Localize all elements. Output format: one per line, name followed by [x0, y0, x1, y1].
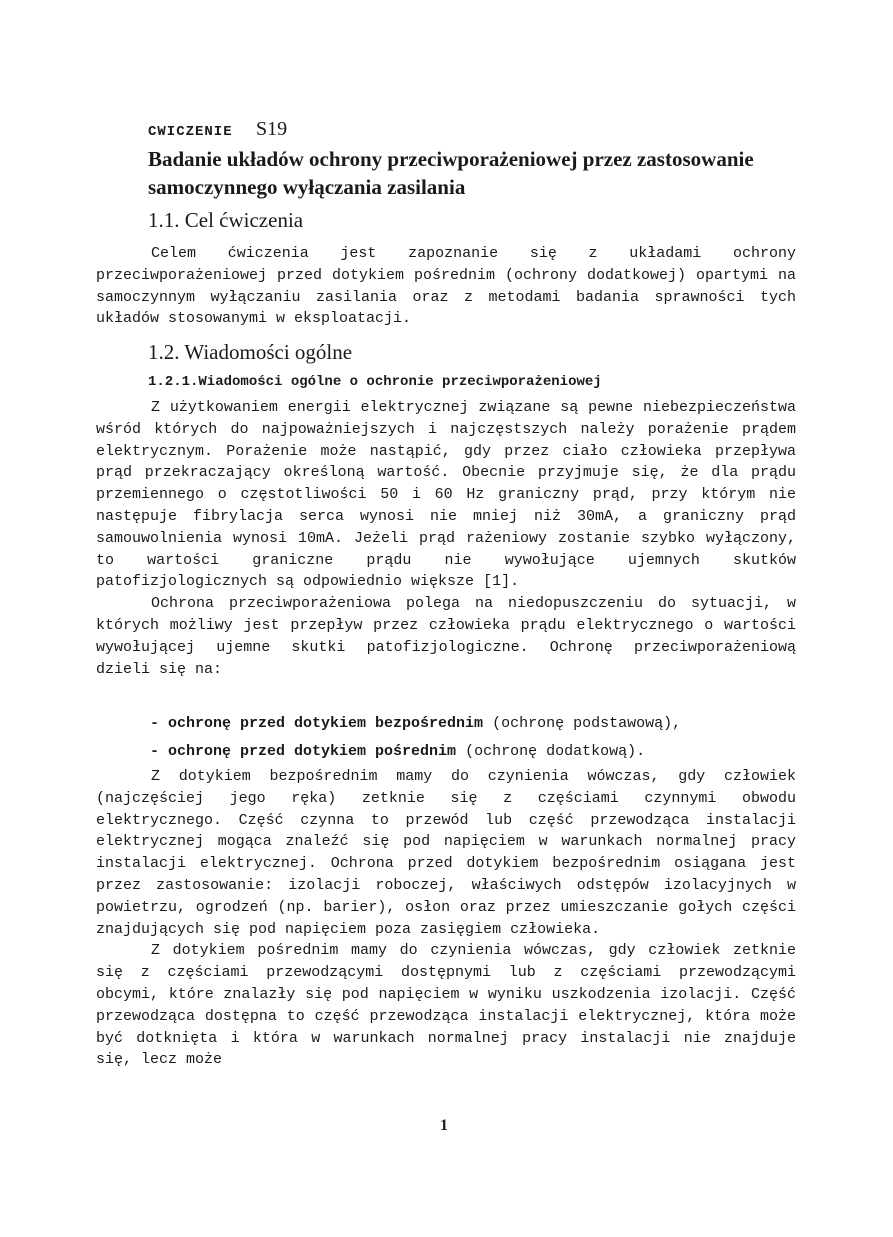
title-line-2: samoczynnego wyłączania zasilania [148, 175, 466, 199]
paragraph: Z użytkowaniem energii elektrycznej związane są pewne niebezpieczeństwa wśród których do najpoważniejszych i najczęstszych należy porażenie prądem elektrycznym. Porażenie może nastąpić, gdy przez ciało człowieka przepływa prąd przekraczający określoną wartość. Obecnie przyjmuje się, że dla prądu przemiennego o częstotliwości 50 i 60 Hz graniczny prąd, przy którym nie następuje fibrylacja serca wynosi nie mniej niż 30mA, a graniczny prąd samouwolnienia wynosi 10mA. Jeżeli prąd rażeniowy zostanie szybko wyłączony, to wartości graniczne prądu nie wywołujące ujemnych skutków patofizjologicznych są odpowiednio większe [1]. [96, 399, 796, 591]
paragraph: Ochrona przeciwporażeniowa polega na niedopuszczeniu do sytuacji, w których możliwy jest przepływ przez człowieka prądu elektrycznego o wartości wywołującej ujemne skutki patofizjologiczne. Ochronę przeciwporażeniową dzieli się na: [96, 595, 796, 678]
list-item [150, 738, 800, 766]
paragraph: Z dotykiem pośrednim mamy do czynienia wówczas, gdy człowiek zetknie się z częściami przewodzącymi dostępnymi lub z częściami przewodzącymi obcymi, które znalazły się pod napięciem w wyniku uszkodzenia izolacji. Część przewodząca dostępna to część przewodząca instalacji elektrycznej, która może być dotknięta i która w warunkach normalnej pracy instalacji nie znajduje się, lecz może [96, 942, 796, 1069]
exercise-number: S19 [256, 118, 288, 140]
protection-types-list [150, 710, 800, 766]
section-cel-body [96, 243, 796, 330]
paragraph: Z dotykiem bezpośrednim mamy do czynienia wówczas, gdy człowiek (najczęściej jego ręka) zetknie się z częściami czynnymi obwodu elektrycznego. Część czynna to przewód lub część przewodząca instalacji elektrycznej mogąca znaleźć się pod napięciem w warunkach normalnej pracy instalacji elektrycznej. Ochrona przed dotykiem bezpośrednim osiągana jest przez zastosowanie: izolacji roboczej, właściwych odstępów izolacyjnych w powietrzu, ogrodzeń (np. barier), osłon oraz przez umieszczanie gołych części znajdujących się pod napięciem poza zasięgiem człowieka. [96, 768, 796, 938]
list-item [150, 710, 800, 738]
subsection-heading: 1.2.1.Wiadomości ogólne o ochronie przeciwporażeniowej [148, 374, 602, 390]
exercise-label: CWICZENIE [148, 124, 233, 140]
list-item-rest: (ochronę podstawową), [483, 715, 682, 732]
section-heading-wiadomosci: 1.2. Wiadomości ogólne [148, 340, 353, 364]
section-wiadomosci-body-continued [96, 766, 796, 1071]
title-line-1: Badanie układów ochrony przeciwporażeniowej przez zastosowanie [148, 147, 754, 171]
list-item-rest: (ochronę dodatkową). [456, 743, 646, 760]
page-number: 1 [440, 1117, 448, 1134]
list-item-strong: - ochronę przed dotykiem pośrednim [150, 743, 457, 760]
section-wiadomosci-body [96, 397, 796, 680]
paragraph: Celem ćwiczenia jest zapoznanie się z układami ochrony przeciwporażeniowej przed dotykiem pośrednim (ochrony dodatkowej) opartymi na samoczynnym wyłączaniu zasilania oraz z metodami badania sprawności tych układów stosowanymi w eksploatacji. [96, 245, 796, 328]
section-heading-cel: 1.1. Cel ćwiczenia [148, 208, 304, 232]
exercise-header [148, 118, 287, 141]
list-item-strong: - ochronę przed dotykiem bezpośrednim [150, 715, 484, 732]
document-title [148, 145, 828, 201]
